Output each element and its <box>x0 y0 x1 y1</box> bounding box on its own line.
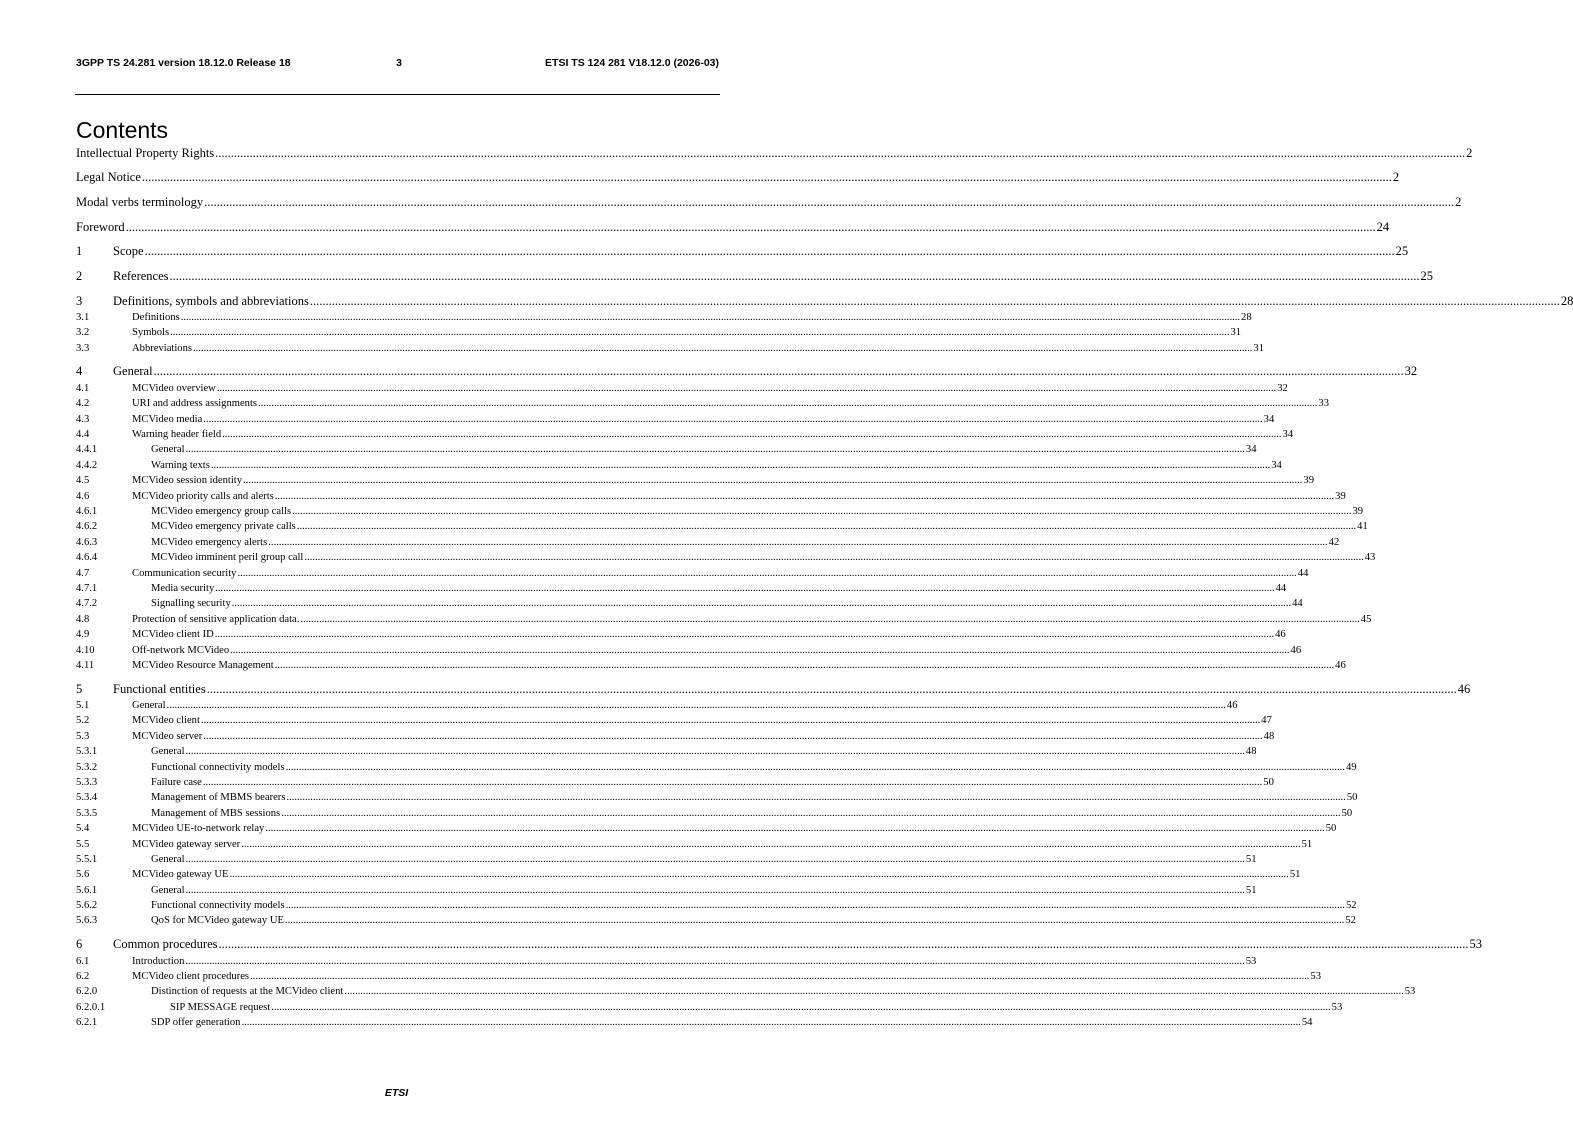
toc-entry[interactable] <box>76 581 1287 596</box>
toc-section-title[interactable]: References <box>113 268 169 283</box>
toc-entry[interactable] <box>76 744 1257 759</box>
toc-page-number: 32 <box>1404 364 1418 379</box>
toc-entry[interactable] <box>76 953 1257 968</box>
toc-section-number: 4.4.2 <box>76 459 98 471</box>
toc-section-number: 4.6.3 <box>76 536 98 548</box>
toc-page-number: 39 <box>1352 506 1364 517</box>
toc-dot-leader: ................................................................................................................................................................................................................................................................................................................................................................................................................ <box>222 429 1282 441</box>
toc-page-number: 25 <box>1395 244 1409 259</box>
toc-page-number: 41 <box>1357 521 1368 533</box>
toc-page-number: 44 <box>1275 582 1287 594</box>
toc-dot-leader: ................................................................................................................................................................................................................................................................................................................................................................................................................ <box>215 145 1466 160</box>
toc-dot-leader: ................................................................................................................................................................................................................................................................................................................................................................................................................ <box>185 955 1245 967</box>
toc-section-title[interactable]: Functional connectivity models <box>151 761 285 773</box>
toc-entry[interactable] <box>76 364 1418 381</box>
toc-section-number: 4.4.1 <box>76 444 98 456</box>
toc-section-title[interactable]: Foreword <box>76 219 125 234</box>
toc-entry[interactable] <box>76 550 1376 565</box>
toc-section-number: 4.7.2 <box>76 598 98 610</box>
toc-section-title[interactable]: MCVideo session identity <box>132 475 243 487</box>
toc-page-number: 46 <box>1457 681 1471 696</box>
toc-dot-leader: ................................................................................................................................................................................................................................................................................................................................................................................................................ <box>202 776 1263 788</box>
toc-section-title[interactable]: MCVideo priority calls and alerts <box>132 490 274 502</box>
toc-entry[interactable] <box>76 805 1353 820</box>
toc-dot-leader: ................................................................................................................................................................................................................................................................................................................................................................................................................ <box>185 884 1245 896</box>
toc-entry[interactable] <box>76 293 1573 310</box>
toc-section-title[interactable]: Protection of sensitive application data. <box>132 613 300 625</box>
toc-section-title[interactable]: MCVideo client <box>132 715 200 727</box>
toc-dot-leader: ................................................................................................................................................................................................................................................................................................................................................................................................................ <box>141 170 1392 185</box>
toc-section-number: 5.6.3 <box>76 915 98 927</box>
toc-page-number: 51 <box>1289 869 1301 881</box>
toc-section-title[interactable]: Common procedures <box>113 937 218 952</box>
toc-section-title[interactable]: Functional entities <box>113 681 206 696</box>
toc-page-number: 33 <box>1318 398 1330 410</box>
toc-dot-leader: ................................................................................................................................................................................................................................................................................................................................................................................................................ <box>243 475 1303 487</box>
toc-dot-leader: ................................................................................................................................................................................................................................................................................................................................................................................................................ <box>185 746 1245 758</box>
toc-entry[interactable] <box>76 145 1473 162</box>
toc-dot-leader: ................................................................................................................................................................................................................................................................................................................................................................................................................ <box>285 900 1345 912</box>
toc-section-title[interactable]: Definitions, symbols and abbreviations <box>113 293 309 308</box>
toc-dot-leader: ................................................................................................................................................................................................................................................................................................................................................................................................................ <box>231 598 1292 610</box>
toc-page-number: 43 <box>1364 552 1376 564</box>
toc-page-number: 48 <box>1245 746 1257 758</box>
toc-dot-leader: ................................................................................................................................................................................................................................................................................................................................................................................................................ <box>241 1017 1301 1029</box>
toc-dot-leader: ................................................................................................................................................................................................................................................................................................................................................................................................................ <box>285 761 1345 773</box>
toc-entry[interactable] <box>76 427 1294 442</box>
toc-page-number: 50 <box>1263 776 1274 788</box>
toc-entry[interactable] <box>76 488 1346 503</box>
toc-section-title[interactable]: Definitions <box>132 312 180 324</box>
toc-section-title[interactable]: SDP offer generation <box>151 1017 241 1029</box>
header-etsi-reference: ETSI TS 124 281 V18.12.0 (2026-03) <box>545 57 719 69</box>
toc-page-number: 50 <box>1325 823 1337 835</box>
toc-section-number: 5.2 <box>76 715 90 727</box>
toc-section-title[interactable]: Off-network MCVideo <box>132 644 230 656</box>
toc-section-number: 4.3 <box>76 413 90 425</box>
toc-entry[interactable] <box>76 219 1390 236</box>
toc-section-number: 6.1 <box>76 955 90 967</box>
toc-section-number: 4.4 <box>76 429 90 441</box>
toc-section-title[interactable]: MCVideo emergency alerts <box>151 536 268 548</box>
header-divider <box>75 94 720 95</box>
toc-entry[interactable] <box>76 170 1400 187</box>
toc-section-title[interactable]: Signalling security <box>151 598 231 610</box>
toc-section-title[interactable]: General <box>151 853 185 865</box>
toc-dot-leader: ................................................................................................................................................................................................................................................................................................................................................................................................................ <box>250 970 1310 982</box>
toc-entry[interactable] <box>76 194 1462 211</box>
toc-section-number: 4.7 <box>76 567 90 579</box>
toc-dot-leader: ................................................................................................................................................................................................................................................................................................................................................................................................................ <box>193 342 1253 354</box>
toc-entry[interactable] <box>76 457 1282 472</box>
toc-page-number: 2 <box>1466 145 1473 160</box>
toc-section-number: 5.3.1 <box>76 746 98 758</box>
toc-section-number: 6 <box>76 937 83 952</box>
toc-entry[interactable] <box>76 698 1238 713</box>
toc-page-number: 52 <box>1345 915 1356 927</box>
toc-dot-leader: ................................................................................................................................................................................................................................................................................................................................................................................................................ <box>215 582 1275 594</box>
toc-section-number: 3.3 <box>76 342 90 354</box>
header-spec-version: 3GPP TS 24.281 version 18.12.0 Release 18 <box>76 57 291 69</box>
toc-entry[interactable] <box>76 790 1358 805</box>
toc-page-number: 34 <box>1245 444 1257 456</box>
toc-entry[interactable] <box>76 867 1301 882</box>
toc-entry[interactable] <box>76 442 1257 457</box>
toc-section-number: 5.5.1 <box>76 853 98 865</box>
toc-section-number: 4.11 <box>76 659 95 671</box>
toc-entry[interactable] <box>76 325 1242 340</box>
toc-page-number: 53 <box>1469 937 1482 952</box>
toc-section-title[interactable]: Intellectual Property Rights <box>76 145 215 160</box>
toc-section-number: 5.5 <box>76 838 90 850</box>
toc-section-title[interactable]: MCVideo Resource Management <box>132 659 274 671</box>
toc-entry[interactable] <box>76 759 1357 774</box>
toc-dot-leader: ................................................................................................................................................................................................................................................................................................................................................................................................................ <box>200 715 1261 727</box>
toc-dot-leader: ................................................................................................................................................................................................................................................................................................................................................................................................................ <box>258 398 1318 410</box>
toc-section-number: 5.3.5 <box>76 807 98 819</box>
toc-dot-leader: ................................................................................................................................................................................................................................................................................................................................................................................................................ <box>204 194 1455 209</box>
toc-page-number: 2 <box>1455 194 1462 209</box>
toc-dot-leader: ................................................................................................................................................................................................................................................................................................................................................................................................................ <box>144 244 1395 259</box>
page-title: Contents <box>76 117 169 144</box>
toc-dot-leader: ................................................................................................................................................................................................................................................................................................................................................................................................................ <box>237 567 1297 579</box>
toc-section-title[interactable]: MCVideo emergency private calls <box>151 521 296 533</box>
toc-section-number: 4.6.2 <box>76 521 98 533</box>
toc-section-number: 5.3.3 <box>76 776 98 788</box>
toc-entry[interactable] <box>76 244 1409 261</box>
toc-section-number: 4.5 <box>76 475 90 487</box>
toc-section-number: 5 <box>76 681 83 696</box>
toc-section-number: 5.6 <box>76 869 90 881</box>
toc-entry[interactable] <box>76 775 1274 790</box>
toc-dot-leader: ................................................................................................................................................................................................................................................................................................................................................................................................................ <box>170 327 1230 339</box>
toc-section-title[interactable]: SIP MESSAGE request <box>170 1001 271 1013</box>
toc-dot-leader: ................................................................................................................................................................................................................................................................................................................................................................................................................ <box>271 1001 1331 1013</box>
toc-section-title[interactable]: General <box>132 699 166 711</box>
toc-dot-leader: ................................................................................................................................................................................................................................................................................................................................................................................................................ <box>284 915 1345 927</box>
toc-dot-leader: ................................................................................................................................................................................................................................................................................................................................................................................................................ <box>274 490 1335 502</box>
toc-page-number: 2 <box>1392 170 1400 185</box>
toc-page-number: 53 <box>1310 970 1322 982</box>
toc-dot-leader: ................................................................................................................................................................................................................................................................................................................................................................................................................ <box>185 853 1245 865</box>
toc-section-number: 5.6.1 <box>76 884 98 896</box>
toc-page-number: 25 <box>1420 268 1434 283</box>
toc-section-number: 4.6 <box>76 490 90 502</box>
toc-dot-leader: ................................................................................................................................................................................................................................................................................................................................................................................................................ <box>304 552 1364 564</box>
toc-section-number: 4.8 <box>76 613 90 625</box>
toc-page-number: 54 <box>1301 1017 1313 1029</box>
toc-dot-leader: ................................................................................................................................................................................................................................................................................................................................................................................................................ <box>153 364 1404 379</box>
toc-page-number: 34 <box>1263 413 1275 425</box>
toc-dot-leader: ................................................................................................................................................................................................................................................................................................................................................................................................................ <box>218 937 1469 952</box>
toc-section-title[interactable]: Management of MBS sessions <box>151 807 281 819</box>
toc-page-number: 52 <box>1345 900 1357 912</box>
toc-entry[interactable] <box>76 713 1272 728</box>
toc-page-number: 46 <box>1335 659 1346 671</box>
toc-section-number: 2 <box>76 268 83 283</box>
toc-dot-leader: ................................................................................................................................................................................................................................................................................................................................................................................................................ <box>265 823 1325 835</box>
toc-section-title[interactable]: MCVideo server <box>132 730 203 742</box>
toc-entry[interactable] <box>76 627 1286 642</box>
toc-section-number: 4.9 <box>76 629 90 641</box>
toc-section-number: 4.6.1 <box>76 506 98 517</box>
toc-page-number: 51 <box>1301 838 1313 850</box>
toc-section-number: 4 <box>76 364 83 379</box>
toc-page-number: 44 <box>1297 567 1309 579</box>
toc-entry[interactable] <box>76 658 1346 673</box>
toc-dot-leader: ................................................................................................................................................................................................................................................................................................................................................................................................................ <box>206 681 1457 696</box>
toc-entry[interactable] <box>76 340 1264 355</box>
header-page-number: 3 <box>396 57 402 69</box>
toc-section-number: 1 <box>76 244 83 259</box>
toc-section-title[interactable]: Media security <box>151 582 215 594</box>
toc-entry[interactable] <box>76 937 1482 954</box>
toc-section-title[interactable]: MCVideo gateway server <box>132 838 241 850</box>
toc-entry[interactable] <box>76 836 1313 851</box>
toc-page-number: 53 <box>1331 1001 1343 1013</box>
toc-section-number: 6.2.0.1 <box>76 1001 106 1013</box>
toc-entry[interactable] <box>76 728 1275 743</box>
toc-dot-leader: ................................................................................................................................................................................................................................................................................................................................................................................................................ <box>230 644 1290 656</box>
toc-dot-leader: ................................................................................................................................................................................................................................................................................................................................................................................................................ <box>180 312 1241 324</box>
table-of-contents <box>76 145 1573 1030</box>
toc-page-number: 51 <box>1245 853 1257 865</box>
toc-entry[interactable] <box>76 473 1314 488</box>
toc-dot-leader: ................................................................................................................................................................................................................................................................................................................................................................................................................ <box>166 699 1226 711</box>
toc-page-number: 48 <box>1263 730 1275 742</box>
toc-page-number: 34 <box>1271 459 1282 471</box>
toc-entry[interactable] <box>76 534 1340 549</box>
toc-entry[interactable] <box>76 984 1416 999</box>
toc-page-number: 45 <box>1360 613 1372 625</box>
toc-page-number: 28 <box>1241 312 1252 324</box>
toc-page-number: 32 <box>1277 382 1288 394</box>
toc-section-number: 4.1 <box>76 382 90 394</box>
toc-section-number: 4.10 <box>76 644 95 656</box>
toc-page-number: 24 <box>1376 219 1390 234</box>
toc-section-title[interactable]: General <box>151 444 185 456</box>
toc-dot-leader: ................................................................................................................................................................................................................................................................................................................................................................................................................ <box>169 268 1420 283</box>
toc-section-number: 3.2 <box>76 327 90 339</box>
toc-entry[interactable] <box>76 642 1302 657</box>
toc-section-number: 5.3 <box>76 730 90 742</box>
toc-section-title[interactable]: Communication security <box>132 567 237 579</box>
toc-section-title[interactable]: General <box>151 746 185 758</box>
toc-page-number: 31 <box>1253 342 1264 354</box>
toc-page-number: 44 <box>1292 598 1303 610</box>
toc-entry[interactable] <box>76 882 1257 897</box>
toc-page-number: 34 <box>1282 429 1294 441</box>
toc-entry[interactable] <box>76 999 1343 1014</box>
toc-section-title[interactable]: MCVideo media <box>132 413 203 425</box>
toc-page-number: 28 <box>1560 293 1573 308</box>
toc-page-number: 46 <box>1290 644 1302 656</box>
toc-dot-leader: ................................................................................................................................................................................................................................................................................................................................................................................................................ <box>296 521 1357 533</box>
toc-dot-leader: ................................................................................................................................................................................................................................................................................................................................................................................................................ <box>216 382 1277 394</box>
toc-section-number: 4.2 <box>76 398 90 410</box>
toc-dot-leader: ................................................................................................................................................................................................................................................................................................................................................................................................................ <box>203 413 1263 425</box>
toc-section-title[interactable]: MCVideo imminent peril group call <box>151 552 304 564</box>
toc-section-number: 5.6.2 <box>76 900 98 912</box>
toc-page-number: 39 <box>1335 490 1346 502</box>
toc-section-number: 6.2 <box>76 970 90 982</box>
toc-entry[interactable] <box>76 310 1252 325</box>
toc-dot-leader: ................................................................................................................................................................................................................................................................................................................................................................................................................ <box>268 536 1328 548</box>
toc-section-number: 6.2.0 <box>76 986 98 998</box>
toc-entry[interactable] <box>76 821 1337 836</box>
toc-entry[interactable] <box>76 852 1257 867</box>
page-header <box>76 57 719 71</box>
toc-page-number: 42 <box>1328 536 1340 548</box>
toc-entry[interactable] <box>76 380 1288 395</box>
toc-entry[interactable] <box>76 519 1368 534</box>
toc-dot-leader: ................................................................................................................................................................................................................................................................................................................................................................................................................ <box>185 444 1245 456</box>
toc-entry[interactable] <box>76 969 1322 984</box>
toc-section-title[interactable]: MCVideo overview <box>132 382 216 394</box>
toc-dot-leader: ................................................................................................................................................................................................................................................................................................................................................................................................................ <box>292 506 1352 517</box>
toc-section-title[interactable]: Functional connectivity models <box>151 900 285 912</box>
toc-dot-leader: ................................................................................................................................................................................................................................................................................................................................................................................................................ <box>241 838 1301 850</box>
toc-entry[interactable] <box>76 268 1434 285</box>
toc-section-number: 5.3.2 <box>76 761 98 773</box>
toc-page-number: 51 <box>1245 884 1257 896</box>
toc-section-title[interactable]: Modal verbs terminology <box>76 194 204 209</box>
toc-section-title[interactable]: Scope <box>113 244 144 259</box>
toc-entry[interactable] <box>76 898 1357 913</box>
toc-entry[interactable] <box>76 611 1372 626</box>
toc-section-title[interactable]: General <box>151 884 185 896</box>
toc-entry[interactable] <box>76 504 1364 519</box>
toc-dot-leader: ................................................................................................................................................................................................................................................................................................................................................................................................................ <box>286 792 1346 804</box>
toc-dot-leader: ................................................................................................................................................................................................................................................................................................................................................................................................................ <box>210 459 1271 471</box>
toc-section-title[interactable]: MCVideo client ID <box>132 629 214 641</box>
toc-dot-leader: ................................................................................................................................................................................................................................................................................................................................................................................................................ <box>229 869 1289 881</box>
toc-entry[interactable] <box>76 565 1309 580</box>
toc-section-number: 3.1 <box>76 312 90 324</box>
toc-section-title[interactable]: MCVideo UE-to-network relay <box>132 823 265 835</box>
toc-entry[interactable] <box>76 681 1471 698</box>
toc-section-title[interactable]: MCVideo emergency group calls <box>151 506 292 517</box>
toc-section-title[interactable]: Failure case <box>151 776 202 788</box>
toc-page-number: 39 <box>1303 475 1314 487</box>
toc-page-number: 49 <box>1345 761 1357 773</box>
toc-section-number: 3 <box>76 293 83 308</box>
toc-section-title[interactable]: Legal Notice <box>76 170 141 185</box>
toc-section-number: 5.1 <box>76 699 90 711</box>
toc-section-title[interactable]: MCVideo gateway UE <box>132 869 229 881</box>
toc-section-number: 4.7.1 <box>76 582 98 594</box>
toc-section-title[interactable]: Introduction <box>132 955 185 967</box>
toc-section-title[interactable]: URI and address assignments <box>132 398 258 410</box>
toc-section-title[interactable]: Symbols <box>132 327 170 339</box>
toc-page-number: 50 <box>1346 792 1358 804</box>
toc-page-number: 31 <box>1230 327 1242 339</box>
toc-section-number: 4.6.4 <box>76 552 98 564</box>
toc-section-title[interactable]: Warning header field <box>132 429 222 441</box>
toc-dot-leader: ................................................................................................................................................................................................................................................................................................................................................................................................................ <box>344 986 1404 998</box>
page-footer: ETSI <box>384 1087 409 1099</box>
toc-page-number: 53 <box>1404 986 1416 998</box>
toc-page-number: 53 <box>1245 955 1257 967</box>
toc-dot-leader: ................................................................................................................................................................................................................................................................................................................................................................................................................ <box>309 293 1560 308</box>
toc-dot-leader: ................................................................................................................................................................................................................................................................................................................................................................................................................ <box>281 807 1341 819</box>
toc-dot-leader: ................................................................................................................................................................................................................................................................................................................................................................................................................ <box>214 629 1275 641</box>
toc-page-number: 46 <box>1275 629 1286 641</box>
toc-section-title[interactable]: Warning texts <box>151 459 210 471</box>
toc-section-title[interactable]: MCVideo client procedures <box>132 970 250 982</box>
toc-page-number: 50 <box>1341 807 1353 819</box>
toc-section-number: 6.2.1 <box>76 1017 98 1029</box>
toc-entry[interactable] <box>76 596 1303 611</box>
toc-dot-leader: ................................................................................................................................................................................................................................................................................................................................................................................................................ <box>274 659 1335 671</box>
toc-page-number: 46 <box>1226 699 1238 711</box>
toc-section-title[interactable]: General <box>113 364 153 379</box>
toc-section-title[interactable]: QoS for MCVideo gateway UE <box>151 915 284 927</box>
toc-entry[interactable] <box>76 1015 1313 1030</box>
toc-section-number: 5.3.4 <box>76 792 98 804</box>
toc-entry[interactable] <box>76 396 1330 411</box>
toc-dot-leader: ................................................................................................................................................................................................................................................................................................................................................................................................................ <box>300 613 1360 625</box>
toc-entry[interactable] <box>76 913 1356 928</box>
toc-page-number: 47 <box>1261 715 1272 727</box>
toc-section-title[interactable]: Management of MBMS bearers <box>151 792 286 804</box>
toc-section-title[interactable]: Distinction of requests at the MCVideo client <box>151 986 344 998</box>
toc-dot-leader: ................................................................................................................................................................................................................................................................................................................................................................................................................ <box>125 219 1376 234</box>
toc-dot-leader: ................................................................................................................................................................................................................................................................................................................................................................................................................ <box>203 730 1263 742</box>
toc-section-title[interactable]: Abbreviations <box>132 342 193 354</box>
toc-entry[interactable] <box>76 411 1275 426</box>
toc-section-number: 5.4 <box>76 823 90 835</box>
